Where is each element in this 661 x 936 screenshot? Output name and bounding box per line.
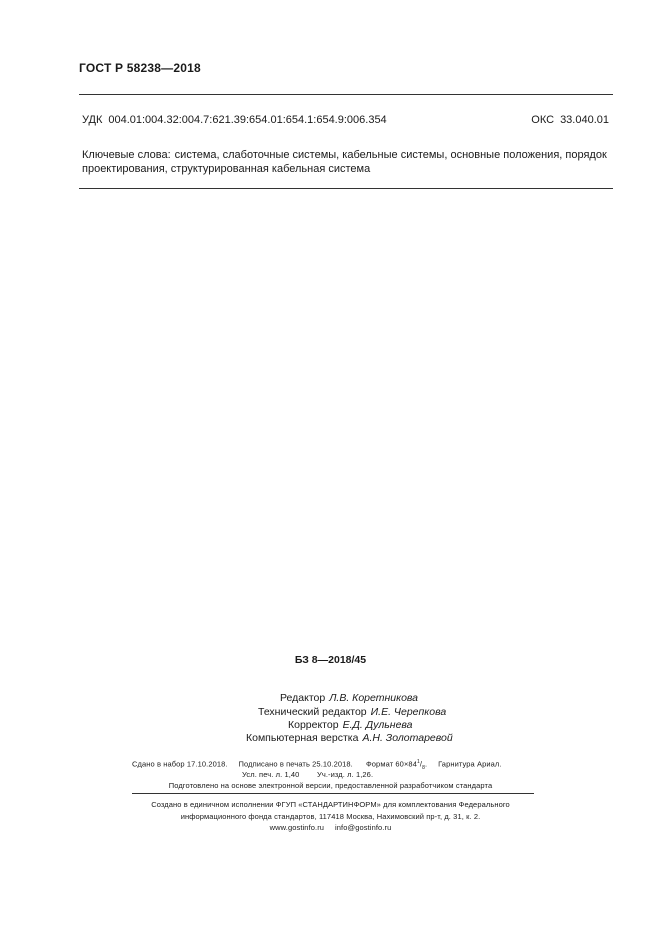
format-denominator: 8 xyxy=(422,765,425,771)
email-link[interactable]: info@gostinfo.ru xyxy=(335,823,392,832)
credit-role: Корректор xyxy=(288,719,339,731)
credit-name: Е.Д. Дульнева xyxy=(342,719,413,731)
keywords-divider xyxy=(79,188,613,189)
credit-name: Л.В. Коретникова xyxy=(329,692,418,704)
credit-role: Редактор xyxy=(280,692,326,704)
credit-role: Компьютерная верстка xyxy=(246,732,359,744)
imprint-divider xyxy=(132,793,534,794)
udc-code xyxy=(82,114,387,126)
oks-value: 33.040.01 xyxy=(560,114,609,126)
submitted-date: Сдано в набор 17.10.2018. xyxy=(132,759,228,769)
keywords-label: Ключевые слова: xyxy=(82,149,171,161)
udc-label: УДК xyxy=(82,114,103,126)
credit-editor xyxy=(280,692,418,704)
website-link[interactable]: www.gostinfo.ru xyxy=(269,823,325,832)
print-info-line1: Сдано в набор 17.10.2018. Подписано в печать 25.10.2018. Формат $60\times 84^1/_8$. Гарнитура Ариал. xyxy=(132,759,502,771)
format-numerator: 1 xyxy=(416,759,420,765)
keywords xyxy=(82,148,614,176)
standard-id: ГОСТ Р 58238—2018 xyxy=(79,61,201,75)
bz-number: БЗ 8—2018/45 xyxy=(294,654,367,666)
header-divider xyxy=(79,94,613,95)
publisher-line-1: Создано в единичном исполнении ФГУП «СТАНДАРТИНФОРМ» для комплектования Федерального xyxy=(151,800,510,809)
oks-code xyxy=(531,114,609,126)
credit-corrector xyxy=(288,719,413,731)
keywords-text: система, слаботочные системы, кабельные системы, основные положения, порядок проектирования, структурированная кабельная система xyxy=(82,149,607,175)
publisher-contacts xyxy=(0,823,661,832)
credit-layout xyxy=(246,732,453,744)
print-info-line2 xyxy=(242,770,373,779)
oks-label: ОКС xyxy=(531,114,555,126)
signed-date: Подписано в печать 25.10.2018. xyxy=(238,759,353,769)
udc-value: 004.01:004.32:004.7:621.39:654.01:654.1:654.9:006.354 xyxy=(108,114,387,126)
credit-role: Технический редактор xyxy=(258,706,367,718)
prepared-note: Подготовлено на основе электронной версии, предоставленной разработчиком стандарта xyxy=(168,781,493,790)
print-sheets: Усл. печ. л. 1,40 xyxy=(242,770,300,779)
publisher-line-2: информационного фонда стандартов, 117418 Москва, Нахимовский пр-т, д. 31, к. 2. xyxy=(180,812,481,821)
publisher-sheets: Уч.-изд. л. 1,26. xyxy=(316,770,374,779)
credit-tech-editor xyxy=(258,706,446,718)
credit-name: И.Е. Черепкова xyxy=(370,706,447,718)
typeface: Гарнитура Ариал. xyxy=(438,759,502,769)
format: Формат 60×84 xyxy=(365,759,417,769)
credit-name: А.Н. Золотаревой xyxy=(362,732,453,744)
